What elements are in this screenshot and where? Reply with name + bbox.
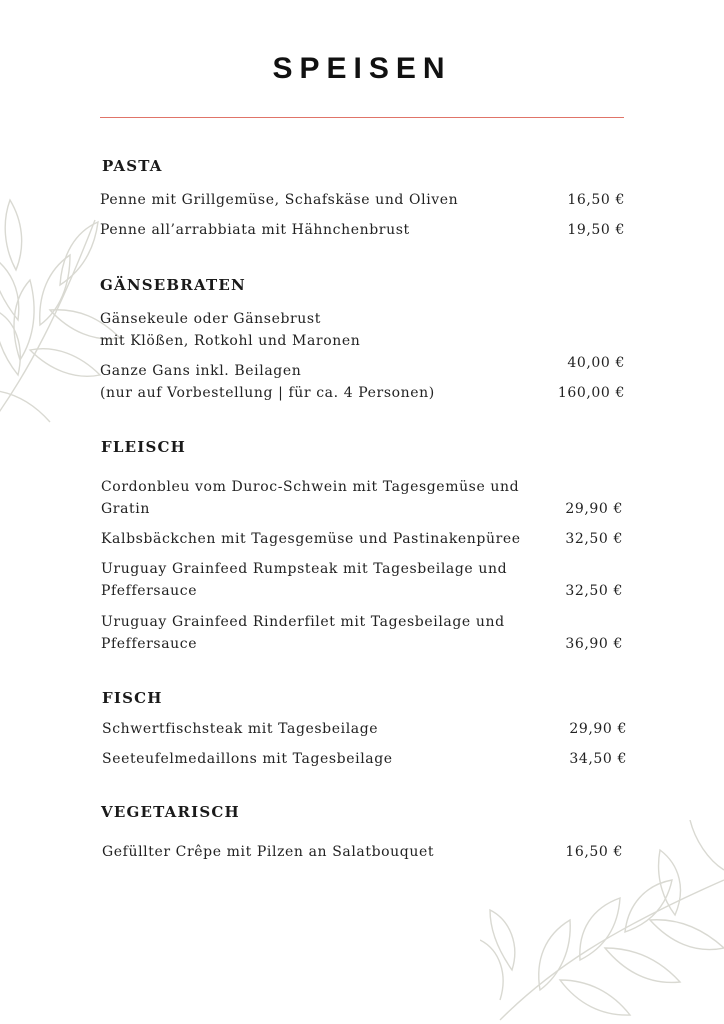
section-heading-gaensebraten: GÄNSEBRATEN	[100, 276, 246, 294]
menu-item-name: Gänsekeule oder Gänsebrust	[100, 311, 321, 327]
page-title: SPEISEN	[272, 52, 452, 85]
section-heading-fleisch: FLEISCH	[101, 438, 186, 456]
title-divider	[100, 117, 624, 118]
menu-item-price: 16,50 €	[565, 844, 623, 860]
menu-item-name: Penne all’arrabbiata mit Hähnchenbrust	[100, 222, 410, 238]
menu-item-name: Ganze Gans inkl. Beilagen	[100, 363, 302, 379]
menu-item-name-cont: Gratin	[101, 501, 150, 517]
menu-item-price: 29,90 €	[569, 721, 627, 737]
menu-item-name: Kalbsbäckchen mit Tagesgemüse und Pastinakenpüree	[101, 531, 521, 547]
menu-item-price: 160,00 €	[557, 385, 625, 401]
menu-item-name: Penne mit Grillgemüse, Schafskäse und Oliven	[100, 192, 459, 208]
menu-item-name: Uruguay Grainfeed Rinderfilet mit Tagesbeilage und	[101, 614, 505, 630]
menu-item-price: 36,90 €	[565, 636, 623, 652]
menu-item-price: 34,50 €	[569, 751, 627, 767]
menu-item-description: mit Klößen, Rotkohl und Maronen	[100, 333, 361, 349]
menu-item-name: Schwertfischsteak mit Tagesbeilage	[102, 721, 379, 737]
menu-item-price: 40,00 €	[567, 355, 625, 371]
menu-item-name: Seeteufelmedaillons mit Tagesbeilage	[102, 751, 393, 767]
menu-item-price: 32,50 €	[565, 531, 623, 547]
menu-item-name: Gefüllter Crêpe mit Pilzen an Salatbouquet	[102, 844, 435, 860]
menu-item-price: 19,50 €	[567, 222, 625, 238]
section-heading-fisch: FISCH	[102, 689, 163, 707]
menu-item-name-cont: Pfeffersauce	[101, 636, 198, 652]
menu-item-description: (nur auf Vorbestellung | für ca. 4 Personen)	[100, 385, 435, 401]
menu-item-price: 29,90 €	[565, 501, 623, 517]
menu-item-price: 16,50 €	[567, 192, 625, 208]
section-heading-pasta: PASTA	[102, 157, 163, 175]
section-heading-vegetarisch: VEGETARISCH	[101, 803, 240, 821]
menu-item-price: 32,50 €	[565, 583, 623, 599]
menu-item-name-cont: Pfeffersauce	[101, 583, 198, 599]
menu-item-name: Uruguay Grainfeed Rumpsteak mit Tagesbeilage und	[101, 561, 508, 577]
menu-item-name: Cordonbleu vom Duroc-Schwein mit Tagesgemüse und	[101, 479, 520, 495]
